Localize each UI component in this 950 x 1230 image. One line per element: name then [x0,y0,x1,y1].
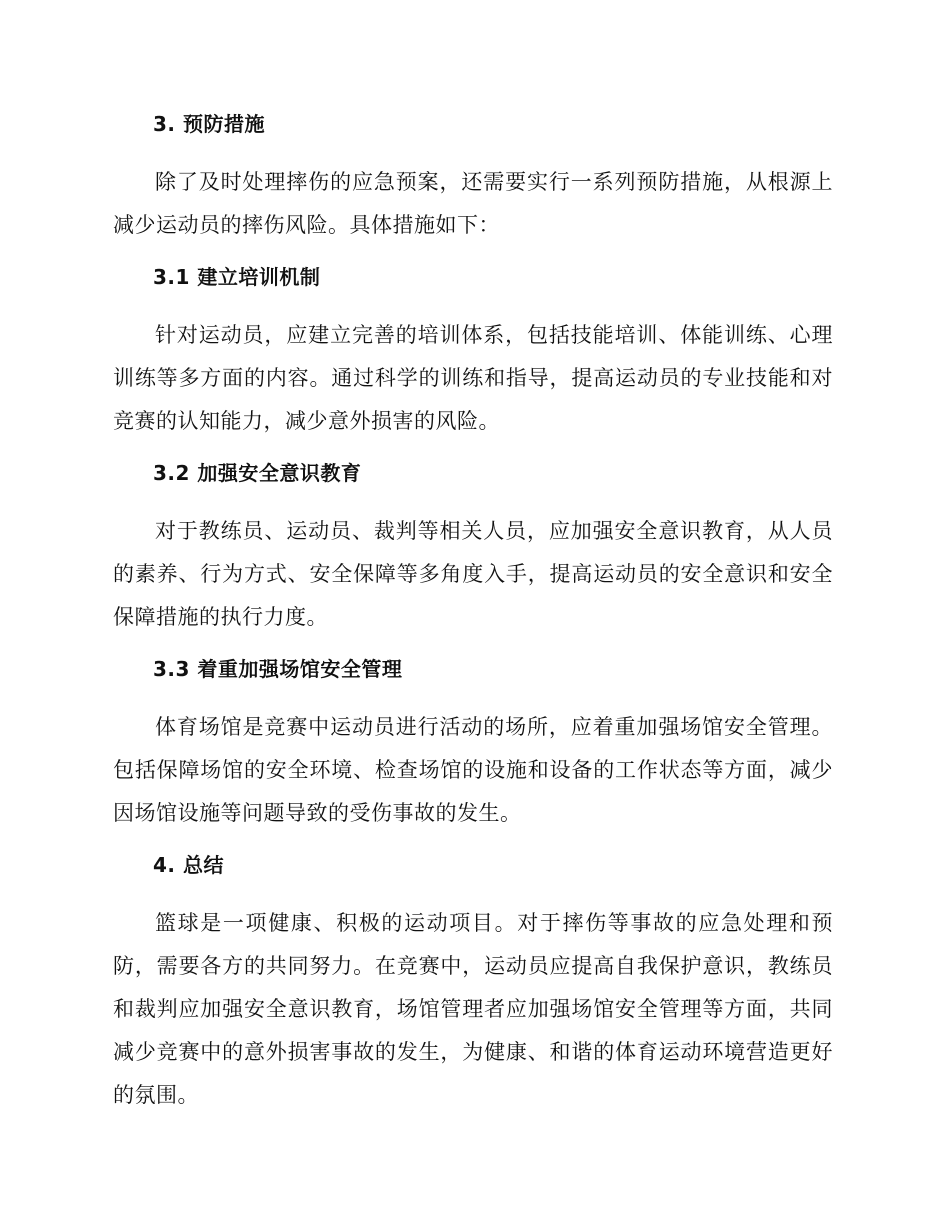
section-heading-3-3: 3.3 着重加强场馆安全管理 [153,657,403,681]
section-heading-4: 4. 总结 [153,853,224,877]
section-paragraph-3-1: 针对运动员，应建立完善的培训体系，包括技能培训、体能训练、心理训练等多方面的内容。通过科学的训练和指导，提高运动员的专业技能和对竞赛的认知能力，减少意外损害的风险。 [113,323,833,433]
section-paragraph-4: 篮球是一项健康、积极的运动项目。对于摔伤等事故的应急处理和预防，需要各方的共同努力。在竞赛中，运动员应提高自我保护意识，教练员和裁判应加强安全意识教育，场馆管理者应加强场馆安全管理等方面，共同减少竞赛中的意外损害事故的发生，为健康、和谐的体育运动环境营造更好的氛围。 [113,911,833,1107]
section-heading-3-2: 3.2 加强安全意识教育 [153,461,362,485]
section-paragraph-3-2: 对于教练员、运动员、裁判等相关人员，应加强安全意识教育，从人员的素养、行为方式、安全保障等多角度入手，提高运动员的安全意识和安全保障措施的执行力度。 [113,519,833,629]
document-page [113,110,833,1133]
section-paragraph-3-3: 体育场馆是竞赛中运动员进行活动的场所，应着重加强场馆安全管理。包括保障场馆的安全环境、检查场馆的设施和设备的工作状态等方面，减少因场馆设施等问题导致的受伤事故的发生。 [113,715,833,825]
section-paragraph-3: 除了及时处理摔伤的应急预案，还需要实行一系列预防措施，从根源上减少运动员的摔伤风险。具体措施如下： [113,170,833,237]
section-heading-3-1: 3.1 建立培训机制 [153,265,321,289]
section-heading-3: 3. 预防措施 [153,112,265,136]
